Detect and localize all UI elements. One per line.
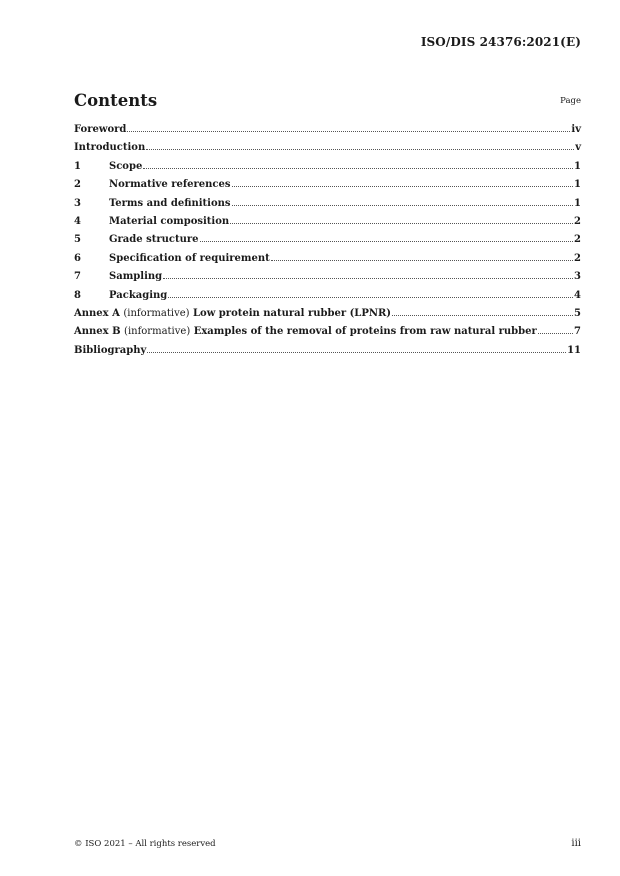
dot-leader xyxy=(230,223,573,224)
copyright-notice: © ISO 2021 – All rights reserved xyxy=(74,839,216,849)
contents-title-row xyxy=(74,86,581,110)
dot-leader xyxy=(392,315,573,316)
toc-entry-scope[interactable] xyxy=(74,159,581,177)
table-of-contents xyxy=(74,122,581,361)
toc-entry-introduction[interactable] xyxy=(74,140,581,158)
toc-entry-page: 7 xyxy=(574,326,581,338)
toc-entry-number: 4 xyxy=(74,215,81,227)
toc-entry-bibliography[interactable] xyxy=(74,343,581,361)
toc-entry-page: 11 xyxy=(567,344,581,356)
toc-entry-annex-a[interactable] xyxy=(74,306,581,324)
dot-leader xyxy=(147,352,566,353)
toc-entry-page: 3 xyxy=(574,271,581,283)
toc-entry-packaging[interactable] xyxy=(74,288,581,306)
annex-title: Examples of the removal of proteins from raw natural rubber xyxy=(193,326,537,338)
page-column-label: Page xyxy=(560,96,581,106)
toc-entry-page: v xyxy=(575,142,581,154)
toc-entry-number: 1 xyxy=(74,160,81,172)
toc-entry-grade-structure[interactable] xyxy=(74,232,581,250)
toc-entry-foreword[interactable] xyxy=(74,122,581,140)
annex-title: Low protein natural rubber (LPNR) xyxy=(193,307,392,319)
toc-annex-label-group xyxy=(74,307,391,321)
annex-prefix: Annex A xyxy=(74,307,120,319)
page-number: iii xyxy=(571,838,581,849)
annex-type: (informative) xyxy=(124,326,191,338)
toc-entry-label: Material composition xyxy=(109,215,230,227)
toc-entry-terms-and-definitions[interactable] xyxy=(74,196,581,214)
toc-entry-sampling[interactable] xyxy=(74,269,581,287)
dot-leader xyxy=(163,278,573,279)
toc-entry-page: 5 xyxy=(574,307,581,319)
toc-entry-label: Packaging xyxy=(109,289,168,301)
dot-leader xyxy=(232,186,574,187)
toc-entry-material-composition[interactable] xyxy=(74,214,581,232)
toc-entry-annex-b[interactable] xyxy=(74,324,581,342)
toc-entry-page: 2 xyxy=(574,234,581,246)
toc-entry-number: 5 xyxy=(74,234,81,246)
annex-prefix: Annex B xyxy=(74,326,121,338)
toc-entry-label: Introduction xyxy=(74,142,146,154)
dot-leader xyxy=(146,149,574,150)
toc-entry-number: 7 xyxy=(74,271,81,283)
toc-entry-number: 3 xyxy=(74,197,81,209)
toc-entry-page: 2 xyxy=(574,215,581,227)
toc-entry-label: Grade structure xyxy=(109,234,199,246)
contents-title: Contents xyxy=(74,91,158,110)
dot-leader xyxy=(271,260,573,261)
dot-leader xyxy=(200,241,574,242)
toc-entry-number: 2 xyxy=(74,179,81,191)
toc-entry-page: iv xyxy=(571,124,581,135)
document-id-header: ISO/DIS 24376:2021(E) xyxy=(420,35,581,49)
dot-leader xyxy=(143,168,573,169)
dot-leader xyxy=(168,297,573,298)
dot-leader xyxy=(232,205,574,206)
toc-entry-page: 1 xyxy=(574,160,581,172)
toc-entry-normative-references[interactable] xyxy=(74,177,581,195)
dot-leader xyxy=(538,333,573,334)
toc-entry-label: Terms and definitions xyxy=(109,197,231,209)
toc-entry-page: 1 xyxy=(574,179,581,191)
annex-type: (informative) xyxy=(123,307,190,319)
toc-entry-label: Foreword xyxy=(74,124,127,135)
toc-entry-label: Sampling xyxy=(109,271,163,283)
toc-entry-specification-of-requirement[interactable] xyxy=(74,251,581,269)
toc-entry-page: 4 xyxy=(574,289,581,301)
toc-entry-page: 2 xyxy=(574,252,581,264)
toc-entry-number: 6 xyxy=(74,252,81,264)
toc-entry-page: 1 xyxy=(574,197,581,209)
toc-annex-label-group xyxy=(74,325,537,339)
toc-entry-number: 8 xyxy=(74,289,81,301)
dot-leader xyxy=(127,131,570,132)
toc-entry-label: Bibliography xyxy=(74,344,147,356)
toc-entry-label: Normative references xyxy=(109,179,231,191)
toc-entry-label: Scope xyxy=(109,160,143,172)
toc-entry-label: Specification of requirement xyxy=(109,252,270,264)
